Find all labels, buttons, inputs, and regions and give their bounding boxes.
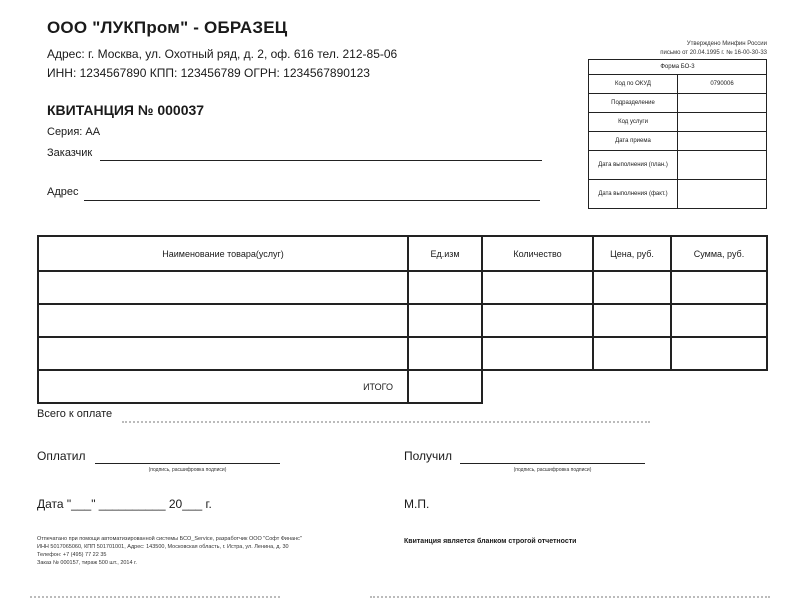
col-header-name: Наименование товара(услуг) bbox=[38, 236, 408, 271]
cell[interactable] bbox=[482, 271, 593, 304]
ref-value[interactable] bbox=[678, 94, 767, 113]
paid-label: Оплатил bbox=[37, 449, 86, 463]
approved-line-2: письмо от 20.04.1995 г. № 16-00-30-33 bbox=[660, 50, 767, 56]
print-note-line: ИНН 5017065060, КПП 501701001, Адрес: 143500, Московская область, г. Истра, ул. Ленина, д. 30 bbox=[37, 544, 289, 550]
received-signature-field[interactable] bbox=[460, 450, 645, 464]
cell[interactable] bbox=[482, 337, 593, 370]
table-row bbox=[38, 304, 767, 337]
cell[interactable] bbox=[671, 304, 767, 337]
total-cell[interactable] bbox=[408, 370, 482, 403]
cell[interactable] bbox=[38, 271, 408, 304]
cell[interactable] bbox=[38, 304, 408, 337]
company-ids: ИНН: 1234567890 КПП: 123456789 ОГРН: 1234567890123 bbox=[47, 66, 370, 80]
cell[interactable] bbox=[38, 337, 408, 370]
receipt-title: КВИТАНЦИЯ № 000037 bbox=[47, 102, 205, 118]
approved-line-1: Утверждено Минфин России bbox=[686, 41, 767, 47]
paid-signature-field[interactable] bbox=[95, 450, 280, 464]
cut-line bbox=[370, 592, 770, 598]
date-field[interactable]: Дата "___" __________ 20___ г. bbox=[37, 497, 212, 511]
col-header-qty: Количество bbox=[482, 236, 593, 271]
address-label: Адрес bbox=[47, 186, 79, 198]
cell[interactable] bbox=[593, 271, 671, 304]
col-header-sum: Сумма, руб. bbox=[671, 236, 767, 271]
cut-line bbox=[30, 592, 280, 598]
cell[interactable] bbox=[593, 304, 671, 337]
paid-signature-hint: (подпись, расшифровка подписи) bbox=[148, 467, 227, 473]
total-to-pay-field[interactable] bbox=[122, 413, 650, 423]
total-label: ИТОГО bbox=[38, 370, 408, 403]
ref-label: Код услуги bbox=[589, 113, 678, 132]
address-field[interactable] bbox=[84, 188, 540, 201]
ref-value[interactable] bbox=[678, 180, 767, 209]
ref-label: Дата выполнения (факт.) bbox=[589, 180, 678, 209]
reference-table bbox=[588, 59, 767, 209]
cell[interactable] bbox=[593, 337, 671, 370]
receipt-series: Серия: АА bbox=[47, 126, 101, 138]
customer-label: Заказчик bbox=[47, 147, 93, 159]
ref-label: Дата выполнения (план.) bbox=[589, 151, 678, 180]
ref-value[interactable] bbox=[678, 132, 767, 151]
customer-field[interactable] bbox=[100, 148, 542, 161]
cell[interactable] bbox=[408, 304, 482, 337]
cell[interactable] bbox=[482, 304, 593, 337]
goods-table bbox=[37, 235, 768, 404]
ref-value: 0790006 bbox=[678, 75, 767, 94]
ref-label: Код по ОКУД bbox=[589, 75, 678, 94]
received-signature-hint: (подпись, расшифровка подписи) bbox=[513, 467, 592, 473]
total-to-pay-label: Всего к оплате bbox=[37, 408, 113, 420]
company-address: Адрес: г. Москва, ул. Охотный ряд, д. 2, оф. 616 тел. 212-85-06 bbox=[47, 47, 398, 61]
cell[interactable] bbox=[408, 271, 482, 304]
company-name: ООО "ЛУКПром" - ОБРАЗЕЦ bbox=[47, 18, 288, 37]
ref-value[interactable] bbox=[678, 151, 767, 180]
ref-label: Дата приема bbox=[589, 132, 678, 151]
print-note-line: Заказ № 000157, тираж 500 шт., 2014 г. bbox=[37, 560, 137, 566]
col-header-price: Цена, руб. bbox=[593, 236, 671, 271]
cell[interactable] bbox=[671, 337, 767, 370]
stamp-label: М.П. bbox=[404, 497, 430, 511]
strict-note: Квитанция является бланком строгой отчетности bbox=[404, 538, 577, 545]
ref-label: Подразделение bbox=[589, 94, 678, 113]
table-row bbox=[38, 271, 767, 304]
table-row bbox=[38, 337, 767, 370]
cell[interactable] bbox=[408, 337, 482, 370]
received-label: Получил bbox=[404, 449, 452, 463]
cell[interactable] bbox=[671, 271, 767, 304]
print-note-line: Отпечатано при помощи автоматизированной системы БСО_Service, разработчик ООО "Софт Финанс" bbox=[37, 536, 302, 542]
ref-value[interactable] bbox=[678, 113, 767, 132]
total-row bbox=[38, 370, 767, 403]
print-note-line: Телефон: +7 (495) 77 22 35 bbox=[37, 552, 107, 558]
col-header-unit: Ед.изм bbox=[408, 236, 482, 271]
form-name: Форма БО-3 bbox=[589, 60, 767, 75]
print-note bbox=[37, 535, 417, 567]
